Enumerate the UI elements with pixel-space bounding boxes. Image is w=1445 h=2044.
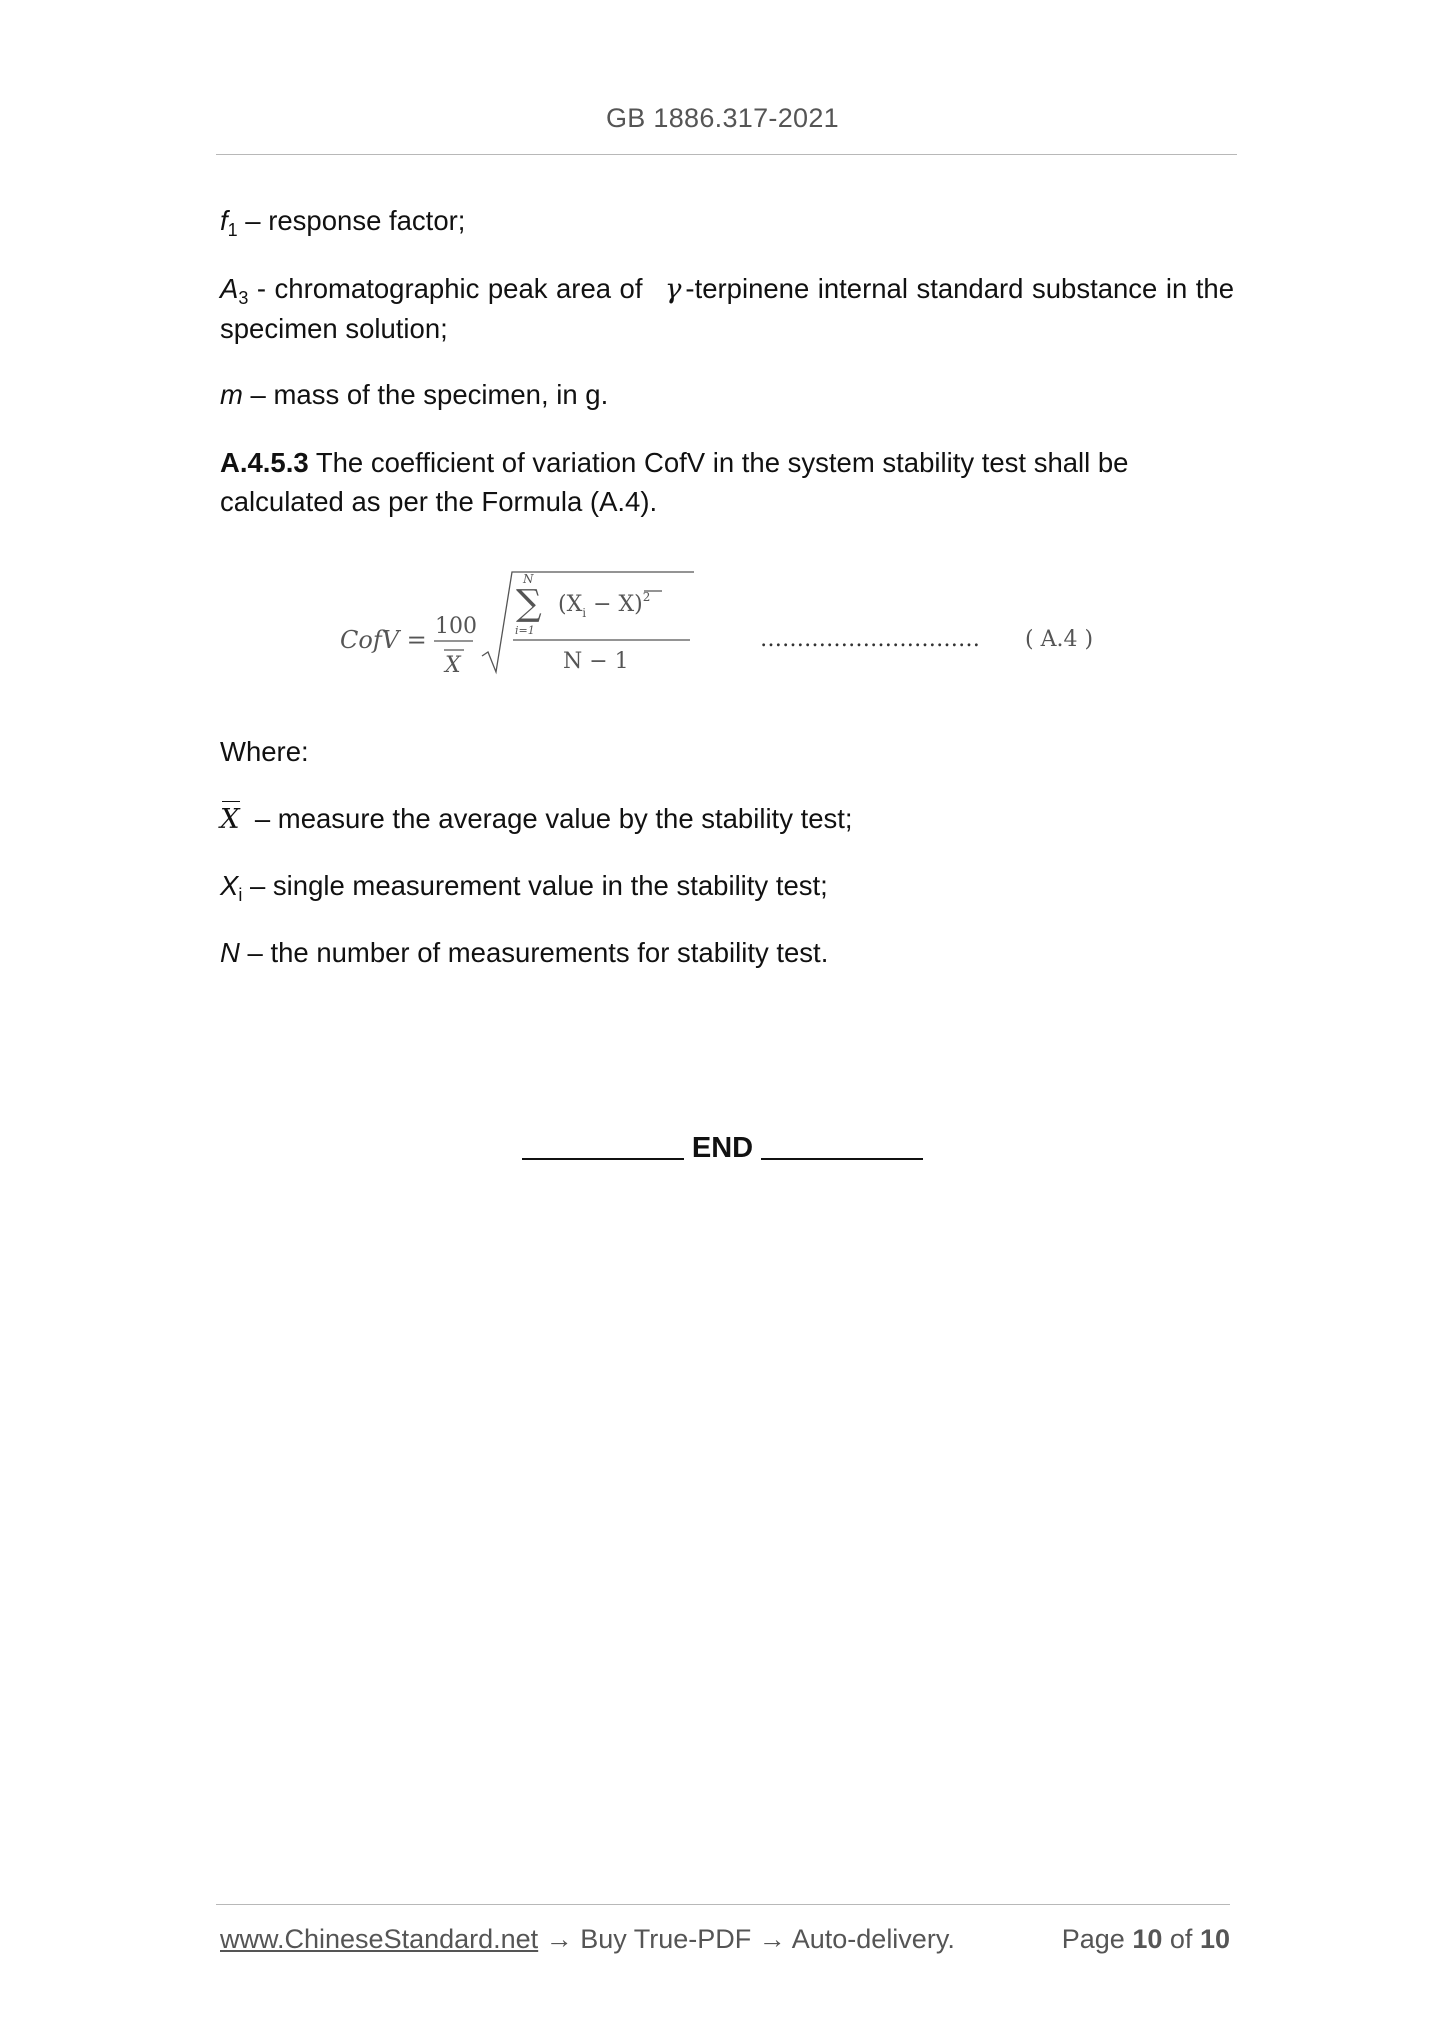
footer-divider <box>216 1904 1230 1905</box>
definition-text: – response factor; <box>237 205 466 236</box>
sum-term-rest: − X) <box>586 592 643 617</box>
definition-f1 <box>220 201 1234 240</box>
symbol-x-bar <box>220 800 240 839</box>
sum-term-main: (X <box>558 592 583 617</box>
symbol-m: m <box>220 379 243 410</box>
definition-xi <box>220 866 1234 905</box>
definition-m <box>220 375 1234 414</box>
page-current: 10 <box>1132 1924 1163 1954</box>
definition-text: – the number of measurements for stability test. <box>239 937 829 968</box>
document-code-header: GB 1886.317-2021 <box>606 103 839 133</box>
sum-term-sub: i <box>582 606 587 620</box>
formula-denominator: X <box>445 653 461 678</box>
definition-text: – measure the average value by the stability test; <box>239 803 853 834</box>
end-rule-left <box>522 1128 684 1160</box>
symbol-a: A <box>220 273 239 304</box>
symbol-sub: 1 <box>227 220 238 240</box>
symbol-x: X <box>220 803 240 835</box>
sum-lower-limit: i=1 <box>515 624 535 637</box>
end-rule-right <box>761 1128 923 1160</box>
inner-denominator: N − 1 <box>563 649 629 674</box>
sum-upper-limit: N <box>523 572 534 586</box>
where-label: Where: <box>220 736 309 767</box>
symbol-f: f <box>220 205 228 236</box>
formula-a4 <box>330 560 1130 690</box>
header-divider <box>216 154 1237 155</box>
footer-promo: → Buy True-PDF → Auto-delivery. <box>538 1924 955 1954</box>
summation-sign: ∑ <box>516 583 542 624</box>
page-indicator <box>1062 1924 1230 1955</box>
formula-dots: ………………………… <box>760 627 980 652</box>
symbol-sub: 3 <box>238 288 249 308</box>
gamma-symbol: γ <box>664 273 682 305</box>
clause-number: A.4.5.3 <box>220 447 309 478</box>
sum-term <box>558 590 650 620</box>
sum-term-exp: 2 <box>642 590 651 604</box>
footer <box>220 1924 1230 1955</box>
overline <box>222 801 240 802</box>
definition-a3 <box>220 269 1234 348</box>
formula-lhs: CofV = <box>340 626 427 654</box>
end-marker <box>0 1128 1445 1165</box>
definition-text: – single measurement value in the stability test; <box>242 870 828 901</box>
symbol-n: N <box>220 937 240 968</box>
definition-text: – mass of the specimen, in g. <box>242 379 609 410</box>
symbol-sub: i <box>238 885 243 905</box>
definition-text-after: -terpinene internal standard substance in the specimen solution; <box>220 273 1234 344</box>
formula-label: ( A.4 ) <box>1025 627 1094 652</box>
end-text: END <box>691 1132 754 1164</box>
page-total: 10 <box>1199 1924 1230 1954</box>
clause-text: The coefficient of variation CofV in the system stability test shall be calculated as per the Formula (A.4). <box>220 447 1129 517</box>
site-link[interactable]: www.ChineseStandard.net <box>220 1924 539 1954</box>
clause-a453 <box>220 443 1234 521</box>
formula-numerator: 100 <box>435 614 477 639</box>
definition-text-before: - chromatographic peak area of <box>248 273 651 304</box>
symbol-x: X <box>220 870 239 901</box>
definition-n <box>220 933 1234 972</box>
definition-x-bar <box>220 799 1234 839</box>
page-of: of <box>1169 1924 1193 1954</box>
page-label: Page <box>1061 1924 1125 1954</box>
